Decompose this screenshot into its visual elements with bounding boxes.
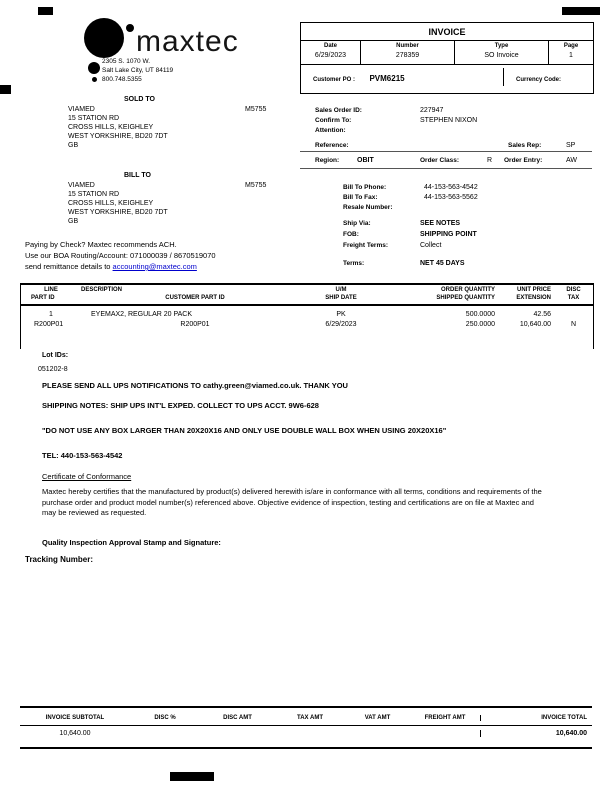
invoice-title: INVOICE — [301, 23, 593, 41]
totals-values-row — [20, 726, 592, 747]
header-row-1 — [21, 287, 593, 293]
divider-line — [300, 168, 592, 169]
bill-to-label: BILL TO — [124, 172, 151, 179]
invoice-page-cell — [549, 41, 593, 64]
col-header-line: LINE — [44, 287, 58, 293]
sold-to-label: SOLD TO — [124, 96, 155, 103]
col-header-part-id: PART ID — [31, 295, 55, 301]
bill-to-name: VIAMED — [68, 182, 95, 189]
company-address-line2: Salt Lake City, UT 84119 — [102, 67, 174, 74]
sold-to-name: VIAMED — [68, 106, 95, 113]
customer-po-label: Customer PO : — [313, 77, 356, 83]
lot-id-value: 051202-8 — [38, 366, 68, 373]
ship-via-label: Ship Via: — [343, 220, 371, 227]
invoice-subtotal-value: 10,640.00 — [59, 730, 91, 737]
col-header-um: U/M — [335, 287, 347, 293]
item-order-quantity: 500.0000 — [465, 311, 495, 318]
bill-to-phone-value: 44-153-563-4542 — [424, 184, 478, 191]
totals-header-row — [20, 708, 592, 726]
item-disc — [554, 311, 593, 318]
col-header-unit-price: UNIT PRICE — [516, 287, 551, 293]
maxtec-logo-dot-small — [126, 24, 134, 32]
invoice-date-cell — [301, 41, 361, 64]
totals-empty-cell — [345, 730, 410, 737]
invoice-type-cell — [455, 41, 549, 64]
order-entry-value: AW — [566, 157, 578, 164]
company-phone: 800.748.5355 — [102, 76, 142, 83]
col-header-order-quantity: ORDER QUANTITY — [441, 287, 495, 293]
redaction-bar-left-edge — [0, 85, 11, 94]
item-line-number: 1 — [49, 311, 53, 318]
bill-to-fax-value: 44-153-563-5562 — [424, 194, 478, 201]
item-customer-part-id: R200P01 — [180, 321, 210, 328]
currency-code-cell — [504, 68, 593, 86]
box-size-note: "DO NOT USE ANY BOX LARGER THAN 20X20X16 AND ONLY USE DOUBLE WALL BOX WHEN USING 20X20X16" — [42, 426, 447, 435]
total-header-vat-amt: VAT AMT — [364, 715, 391, 721]
customer-po-cell — [301, 68, 504, 86]
region-value: OBIT — [357, 157, 374, 164]
bill-to-fax-label: Bill To Fax: — [343, 194, 378, 201]
freight-terms-value: Collect — [420, 242, 442, 249]
col-header-disc: DISC — [566, 287, 581, 293]
certificate-body: Maxtec hereby certifies that the manufactured by product(s) delivered herewith is/are in conformance with all terms, conditions and requirements of the purchase order and product model number(s) referenced above. Objective evidence of inspection, testing and certifications are on file at Maxtec and may be reviewed as requested. — [42, 487, 542, 517]
maxtec-logo-main-circle — [84, 18, 124, 58]
redaction-bar-top-left — [38, 7, 53, 15]
date-label: Date — [323, 43, 337, 49]
ship-via-value: SEE NOTES — [420, 220, 461, 227]
type-value: SO Invoice — [484, 52, 519, 59]
confirm-to-value: STEPHEN NIXON — [420, 117, 478, 124]
sold-to-address-line: CROSS HILLS, KEIGHLEY — [68, 124, 154, 131]
customer-po-row — [301, 65, 593, 93]
totals-empty-cell — [275, 730, 345, 737]
bill-to-address-line: 15 STATION RD — [68, 191, 120, 198]
sales-order-id-label: Sales Order ID: — [315, 107, 362, 114]
sales-rep-value: SP — [566, 142, 576, 149]
page-value: 1 — [569, 52, 573, 59]
payment-note-line3 — [25, 262, 197, 271]
bill-to-address-line: WEST YORKSHIRE, BD20 7DT — [68, 209, 168, 216]
accounting-email-link[interactable]: accounting@maxtec.com — [112, 262, 197, 271]
number-label: Number — [396, 43, 419, 49]
maxtec-logo-dot-medium — [88, 62, 100, 74]
sold-to-code: M5755 — [245, 106, 267, 113]
terms-label: Terms: — [343, 260, 365, 267]
redaction-bar-top-right — [562, 7, 600, 15]
table-row — [21, 321, 593, 328]
payment-note-line2: Use our BOA Routing/Account: 071000039 / 8670519070 — [25, 251, 216, 260]
order-class-value: R — [487, 157, 493, 164]
item-shipped-quantity: 250.0000 — [465, 321, 495, 328]
ups-notifications-note: PLEASE SEND ALL UPS NOTIFICATIONS TO cathy.green@viamed.co.uk. THANK YOU — [42, 381, 348, 390]
redaction-bar-bottom — [170, 772, 214, 781]
invoice-number-cell — [361, 41, 455, 64]
reference-label: Reference: — [315, 142, 349, 149]
lot-ids-label: Lot IDs: — [42, 352, 69, 359]
payment-note-line1: Paying by Check? Maxtec recommends ACH. — [25, 240, 177, 249]
bill-to-address-line: GB — [68, 218, 79, 225]
fob-label: FOB: — [343, 231, 359, 238]
table-row — [21, 311, 593, 318]
item-tax: N — [570, 321, 577, 328]
date-value: 6/29/2023 — [314, 52, 347, 59]
total-header-invoice-subtotal: INVOICE SUBTOTAL — [45, 715, 105, 721]
number-value: 278359 — [395, 52, 420, 59]
invoice-total-value: 10,640.00 — [480, 730, 592, 737]
customer-po-value: PVM6215 — [369, 74, 405, 83]
bill-to-phone-label: Bill To Phone: — [343, 184, 387, 191]
bill-to-address-line: CROSS HILLS, KEIGHLEY — [68, 200, 154, 207]
item-ship-date: 6/29/2023 — [325, 321, 357, 328]
invoice-header-box — [300, 22, 594, 94]
confirm-to-label: Confirm To: — [315, 117, 352, 124]
resale-number-label: Resale Number: — [343, 204, 393, 211]
sales-rep-label: Sales Rep: — [508, 142, 542, 149]
total-header-invoice-total: INVOICE TOTAL — [480, 715, 592, 721]
certificate-title: Certificate of Conformance — [42, 472, 132, 481]
line-items-table — [20, 283, 594, 349]
sold-to-address-line: GB — [68, 142, 79, 149]
bill-to-code: M5755 — [245, 182, 267, 189]
freight-terms-label: Freight Terms: — [343, 242, 389, 249]
col-header-customer-part-id: CUSTOMER PART ID — [165, 295, 225, 301]
col-header-shipped-quantity: SHIPPED QUANTITY — [436, 295, 495, 301]
telephone-note: TEL: 440-153-563-4542 — [42, 451, 123, 460]
header-row-2 — [21, 295, 593, 301]
region-label: Region: — [315, 157, 340, 164]
item-extension: 10,640.00 — [519, 321, 551, 328]
company-address-line1: 2305 S. 1070 W. — [102, 58, 151, 65]
total-header-tax-amt: TAX AMT — [297, 715, 323, 721]
line-items-header — [21, 285, 593, 306]
fob-value: SHIPPING POINT — [420, 231, 477, 238]
order-class-label: Order Class: — [420, 157, 460, 164]
page-label: Page — [563, 43, 579, 49]
col-header-ship-date: SHIP DATE — [325, 295, 357, 301]
item-unit-price: 42.56 — [533, 311, 551, 318]
remittance-text: send remittance details to — [25, 262, 113, 271]
line-items-rows — [21, 306, 593, 328]
company-wordmark: maxtec — [136, 25, 239, 58]
sold-to-address-line: 15 STATION RD — [68, 115, 120, 122]
total-header-freight-amt: FREIGHT AMT — [424, 715, 466, 721]
invoice-header-grid — [301, 41, 593, 65]
tracking-number-label: Tracking Number: — [25, 555, 94, 564]
sales-order-id-value: 227947 — [420, 107, 444, 114]
item-um: PK — [336, 311, 346, 318]
maxtec-logo-dot-tiny — [92, 77, 97, 82]
totals-empty-cell — [410, 730, 480, 737]
total-header-disc-amt: DISC AMT — [223, 715, 252, 721]
totals-empty-cell — [130, 730, 200, 737]
attention-label: Attention: — [315, 127, 346, 134]
divider-line — [300, 151, 592, 152]
item-part-id: R200P01 — [34, 321, 64, 328]
col-header-tax: TAX — [567, 295, 580, 301]
col-header-description: DESCRIPTION — [81, 287, 123, 293]
totals-empty-cell — [200, 730, 275, 737]
order-entry-label: Order Entry: — [504, 157, 543, 164]
sold-to-address-line: WEST YORKSHIRE, BD20 7DT — [68, 133, 168, 140]
type-label: Type — [494, 43, 509, 49]
currency-code-label: Currency Code: — [516, 77, 562, 83]
col-header-extension: EXTENSION — [516, 295, 551, 301]
total-header-disc-pct: DISC % — [154, 715, 176, 721]
totals-table — [20, 706, 592, 749]
item-description: EYEMAX2, REGULAR 20 PACK — [91, 311, 193, 318]
shipping-notes: SHIPPING NOTES: SHIP UPS INT'L EXPED. COLLECT TO UPS ACCT. 9W6-628 — [42, 401, 319, 410]
quality-inspection-line: Quality Inspection Approval Stamp and Signature: — [42, 538, 221, 547]
terms-value: NET 45 DAYS — [420, 260, 465, 267]
